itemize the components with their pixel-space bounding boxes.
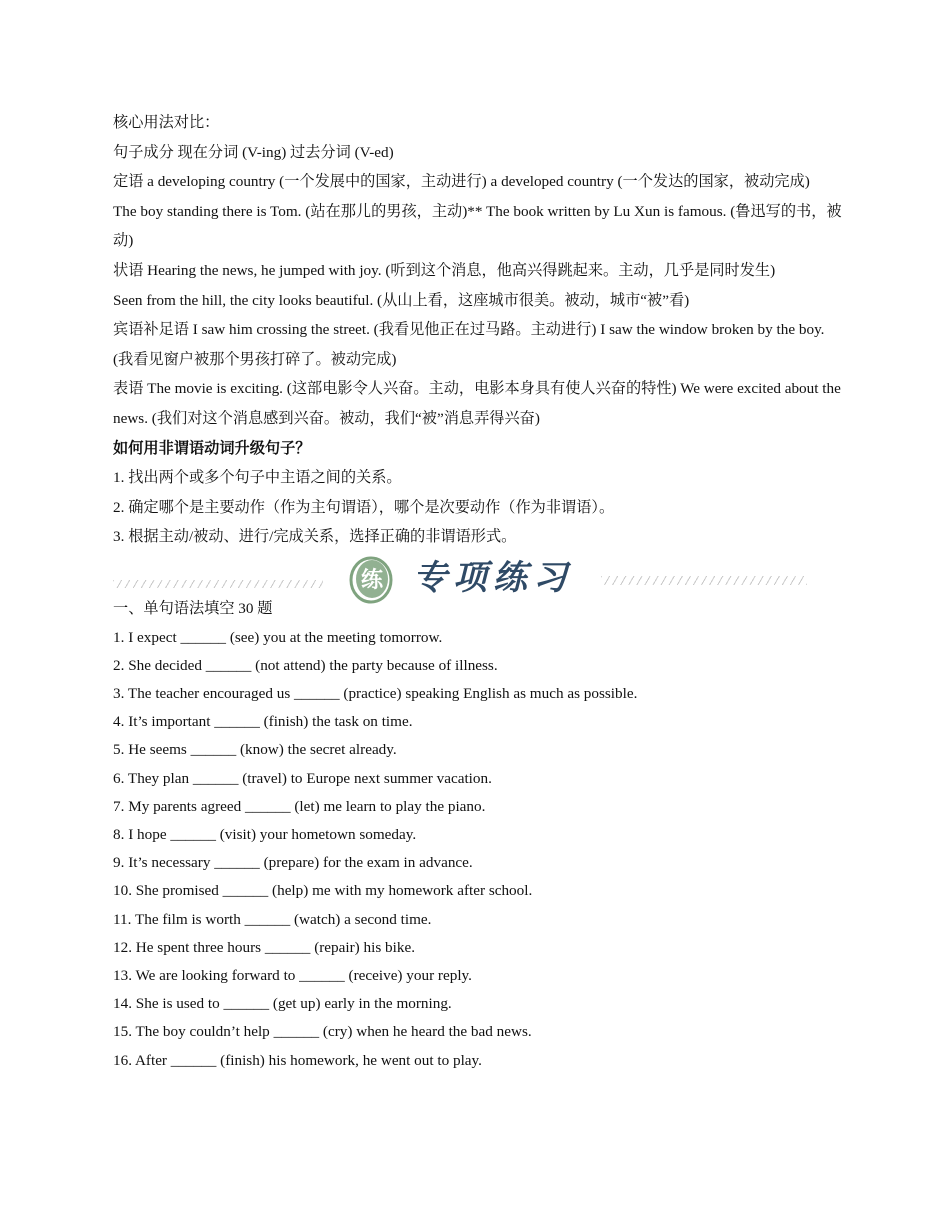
upgrade-step: 3. 根据主动/被动、进行/完成关系，选择正确的非谓语形式。 xyxy=(113,528,517,546)
grammar-heading: 核心用法对比： xyxy=(113,114,220,131)
exercise-item: 15. The boy couldn’t help ______ (cry) when he heard the bad news. xyxy=(113,1023,532,1041)
exercise-item: 5. He seems ______ (know) the secret already. xyxy=(113,741,397,759)
exercise-item: 13. We are looking forward to ______ (receive) your reply. xyxy=(113,966,472,984)
upgrade-step: 1. 找出两个或多个句子中主语之间的关系。 xyxy=(113,469,402,487)
upgrade-title: 如何用非谓语动词升级句子？ xyxy=(113,439,311,457)
banner-hatch-right xyxy=(601,576,807,585)
banner-title: 专项练习 xyxy=(413,557,573,598)
exercise-item: 7. My parents agreed ______ (let) me learn to play the piano. xyxy=(113,797,486,815)
document-page xyxy=(113,108,843,1075)
banner-hatch-left xyxy=(113,580,323,588)
upgrade-step: 2. 确定哪个是主要动作（作为主句谓语），哪个是次要动作（作为非谓语）。 xyxy=(113,498,615,516)
exercise-item: 4. It’s important ______ (finish) the task on time. xyxy=(113,713,413,731)
grammar-row-attributive-2: The boy standing there is Tom. (站在那儿的男孩，主动)** The book written by Lu Xun is famous. (鲁迅写的书，被动) xyxy=(113,202,842,250)
exercise-item: 8. I hope ______ (visit) your hometown someday. xyxy=(113,825,417,843)
exercise-item: 14. She is used to ______ (get up) early in the morning. xyxy=(113,995,452,1013)
exercise-item: 12. He spent three hours ______ (repair) his bike. xyxy=(113,938,415,956)
exercise-item: 6. They plan ______ (travel) to Europe next summer vacation. xyxy=(113,769,492,787)
exercise-item: 9. It’s necessary ______ (prepare) for the exam in advance. xyxy=(113,854,473,872)
exercise-item: 3. The teacher encouraged us ______ (practice) speaking English as much as possible. xyxy=(113,684,638,702)
exercise-item: 16. After ______ (finish) his homework, he went out to play. xyxy=(113,1051,482,1069)
exercise-item: 1. I expect ______ (see) you at the meeting tomorrow. xyxy=(113,628,443,646)
seal-char: 练 xyxy=(360,567,384,593)
practice-banner xyxy=(113,552,843,614)
grammar-row-adverbial: 状语 Hearing the news, he jumped with joy. (听到这个消息，他高兴得跳起来。主动，几乎是同时发生) xyxy=(113,261,776,279)
exercise-section-title: 一、单句语法填空 30 题 xyxy=(113,599,273,617)
exercise-item: 11. The film is worth ______ (watch) a second time. xyxy=(113,910,432,928)
seal-icon xyxy=(349,554,393,604)
grammar-table-header: 句子成分 现在分词 (V-ing) 过去分词 (V-ed) xyxy=(113,143,394,161)
grammar-row-adverbial-2: Seen from the hill, the city looks beautiful. (从山上看，这座城市很美。被动，城市“被”看) xyxy=(113,291,690,309)
grammar-row-object-complement: 宾语补足语 I saw him crossing the street. (我看见他正在过马路。主动进行) I saw the window broken by the boy. (我看见窗户被那个男孩打碎了。被动完成) xyxy=(113,321,825,368)
exercise-item: 2. She decided ______ (not attend) the party because of illness. xyxy=(113,656,498,674)
grammar-row-predicative: 表语 The movie is exciting. (这部电影令人兴奋。主动，电影本身具有使人兴奋的特性) We were excited about the news. (我们对这个消息感到兴奋。被动，我们“被”消息弄得兴奋) xyxy=(113,380,841,427)
exercise-item: 10. She promised ______ (help) me with my homework after school. xyxy=(113,882,533,900)
grammar-row-attributive: 定语 a developing country (一个发展中的国家，主动进行) a developed country (一个发达的国家，被动完成) xyxy=(113,173,810,191)
